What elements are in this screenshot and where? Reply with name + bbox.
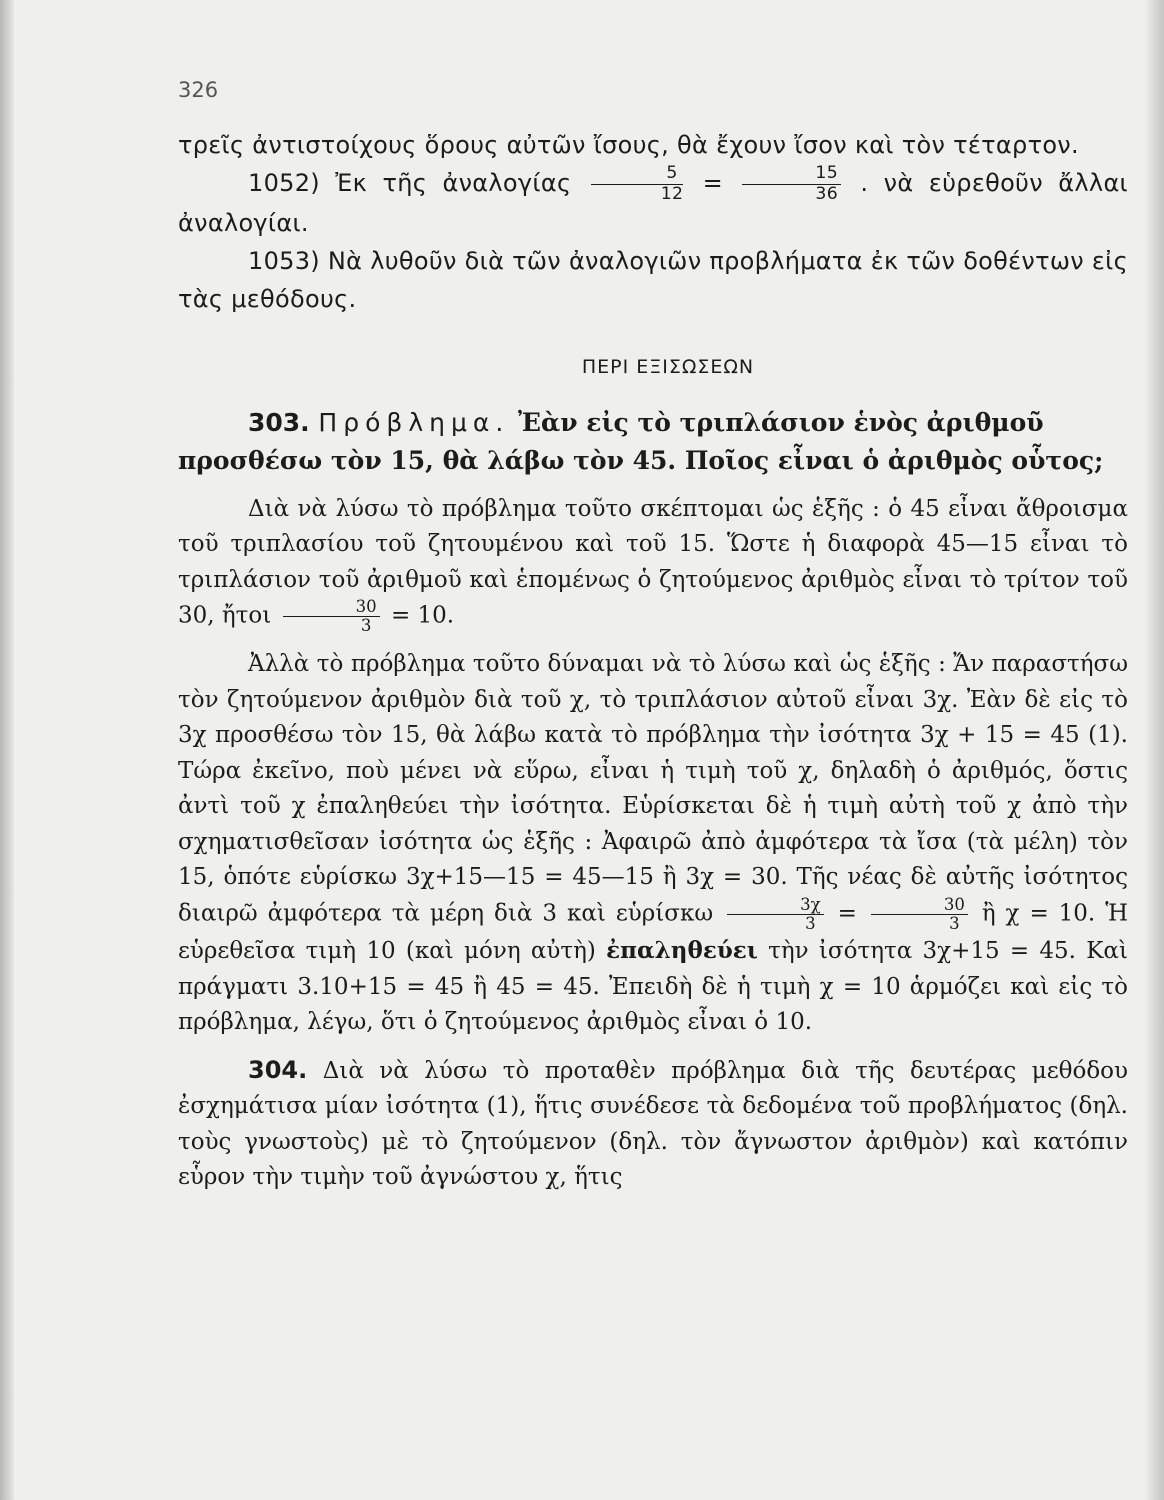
- fraction-denominator: 3: [360, 616, 372, 636]
- page-number: 326: [178, 78, 219, 102]
- fraction-numerator: 15: [742, 164, 841, 184]
- fraction-15-36: [742, 164, 841, 203]
- fraction-30-3-second: [871, 896, 968, 933]
- equals-sign: =: [702, 169, 724, 197]
- exercise-1053: 1053) Νὰ λυθοῦν διὰ τῶν ἀναλογιῶν προβλήματα ἐκ τῶν δοθέντων εἰς τὰς μεθόδους.: [178, 246, 1128, 313]
- fraction-numerator: 3χ: [727, 896, 824, 915]
- fraction-30-3: [283, 598, 380, 635]
- section-304: [178, 1053, 1128, 1196]
- fraction-numerator: 5: [591, 164, 684, 184]
- fraction-denominator: 3: [805, 914, 816, 934]
- page-edge-shadow: [1146, 0, 1164, 1500]
- solution-second-text-2: ἢ χ = 10. Ἡ εὑρεθεῖσα τιμὴ 10 (καὶ μόνη αὐτὴ): [178, 900, 1129, 965]
- problem-number: 303.: [248, 407, 310, 437]
- fraction-numerator: 30: [871, 896, 968, 915]
- section-304-number: 304.: [248, 1055, 308, 1084]
- fraction-denominator: 3: [949, 914, 960, 934]
- fraction-numerator: 30: [283, 598, 380, 617]
- fraction-3x-3: [727, 896, 824, 933]
- problem-label: Πρόβλημα.: [318, 407, 510, 437]
- equals-sign: =: [837, 900, 857, 927]
- section-heading: ΠΕΡΙ ΕΞΙΣΩΣΕΩΝ: [581, 355, 755, 378]
- solution-second-text-3: τὴν ἰσότητα 3χ+15 = 45. Καὶ πράγματι 3.10+15 = 45 ἢ 45 = 45. Ἐπειδὴ δὲ ἡ τιμὴ χ = 10 ἁρμόζει καὶ εἰς τὸ πρόβλημα, λέγω, ὅτι ὁ ζητούμενος ἀριθμὸς εἶναι ὁ 10.: [178, 938, 1128, 1036]
- emphasis-verifies: ἐπαληθεύει: [606, 937, 758, 965]
- fraction-denominator: 36: [815, 183, 838, 204]
- section-304-text: Διὰ νὰ λύσω τὸ προταθὲν πρόβλημα διὰ τῆς δευτέρας μεθόδου ἐσχημάτισα μίαν ἰσότητα (1), ἥτις συνέδεσε τὰ δεδομένα τοῦ προβλήματος (δηλ. τοὺς γνωστοὺς) μὲ τὸ ζητούμενον (δηλ. τὸν ἄγνωστον ἀριθμὸν) καὶ κατόπιν εὗρον τὴν τιμὴν τοῦ ἀγνώστου χ, ἥτις: [178, 1057, 1128, 1191]
- page-binding-shadow: [0, 0, 14, 1500]
- paragraph-top: τρεῖς ἀντιστοίχους ὅρους αὐτῶν ἴσους, θὰ ἔχουν ἴσον καὶ τὸν τέταρτον.: [178, 131, 1079, 159]
- solution-first-text: Διὰ νὰ λύσω τὸ πρόβλημα τοῦτο σκέπτομαι ὡς ἑξῆς : ὁ 45 εἶναι ἄθροισμα τοῦ τριπλασίου τοῦ ζητουμένου καὶ τοῦ 15. Ὥστε ἡ διαφορὰ 45—15 εἶναι τὸ τριπλάσιον τοῦ ἀριθμοῦ καὶ ἑπομένως ὁ ζητούμενος ἀριθμὸς εἶναι τὸ τρίτον τοῦ 30, ἤτοι: [178, 495, 1128, 629]
- solution-first-result: = 10.: [390, 602, 455, 629]
- solution-second-method: [178, 647, 1128, 1040]
- exercise-1052: [178, 164, 1128, 242]
- exercise-1052-text-before: 1052) Ἐκ τῆς ἀναλογίας: [248, 169, 572, 197]
- solution-second-text-1: Ἀλλὰ τὸ πρόβλημα τοῦτο δύναμαι νὰ τὸ λύσω καὶ ὡς ἑξῆς : Ἄν παραστήσω τὸν ζητούμενον ἀριθμὸν διὰ τοῦ χ, τὸ τριπλάσιον αὐτοῦ εἶναι 3χ. Ἐὰν δὲ εἰς τὸ 3χ προσθέσω τὸν 15, θὰ λάβω κατὰ τὸ πρόβλημα τὴν ἰσότητα 3χ + 15 = 45 (1). Τώρα ἐκεῖνο, ποὺ μένει νὰ εὕρω, εἶναι ἡ τιμὴ τοῦ χ, δηλαδὴ ὁ ἀριθμός, ὅστις ἀντὶ τοῦ χ ἐπαληθεύει τὴν ἰσότητα. Εὑρίσκεται δὲ ἡ τιμὴ αὐτὴ τοῦ χ ἀπὸ τὴν σχηματισθεῖσαν ἰσότητα ὡς ἑξῆς : Ἀφαιρῶ ἀπὸ ἀμφότερα τὰ ἴσα (τὰ μέλη) τὸν 15, ὁπότε εὑρίσκω 3χ+15—15 = 45—15 ἢ 3χ = 30. Τῆς νέας δὲ αὐτῆς ἰσότητος διαιρῶ ἀμφότερα τὰ μέρη διὰ 3 καὶ εὑρίσκω: [178, 651, 1128, 927]
- problem-303: [178, 404, 1128, 480]
- fraction-5-12: [591, 164, 684, 203]
- fraction-denominator: 12: [660, 183, 684, 204]
- book-page: [178, 78, 1128, 1196]
- solution-first-method: [178, 492, 1128, 636]
- problem-text: Ἐὰν εἰς τὸ τριπλάσιον ἑνὸς ἀριθμοῦ προσθέσω τὸν 15, θὰ λάβω τὸν 45. Ποῖος εἶναι ὁ ἀριθμὸς οὗτος;: [178, 407, 1104, 475]
- exercise-1052-text-after: . νὰ εὑρεθοῦν ἄλλαι ἀναλογίαι.: [178, 169, 1128, 237]
